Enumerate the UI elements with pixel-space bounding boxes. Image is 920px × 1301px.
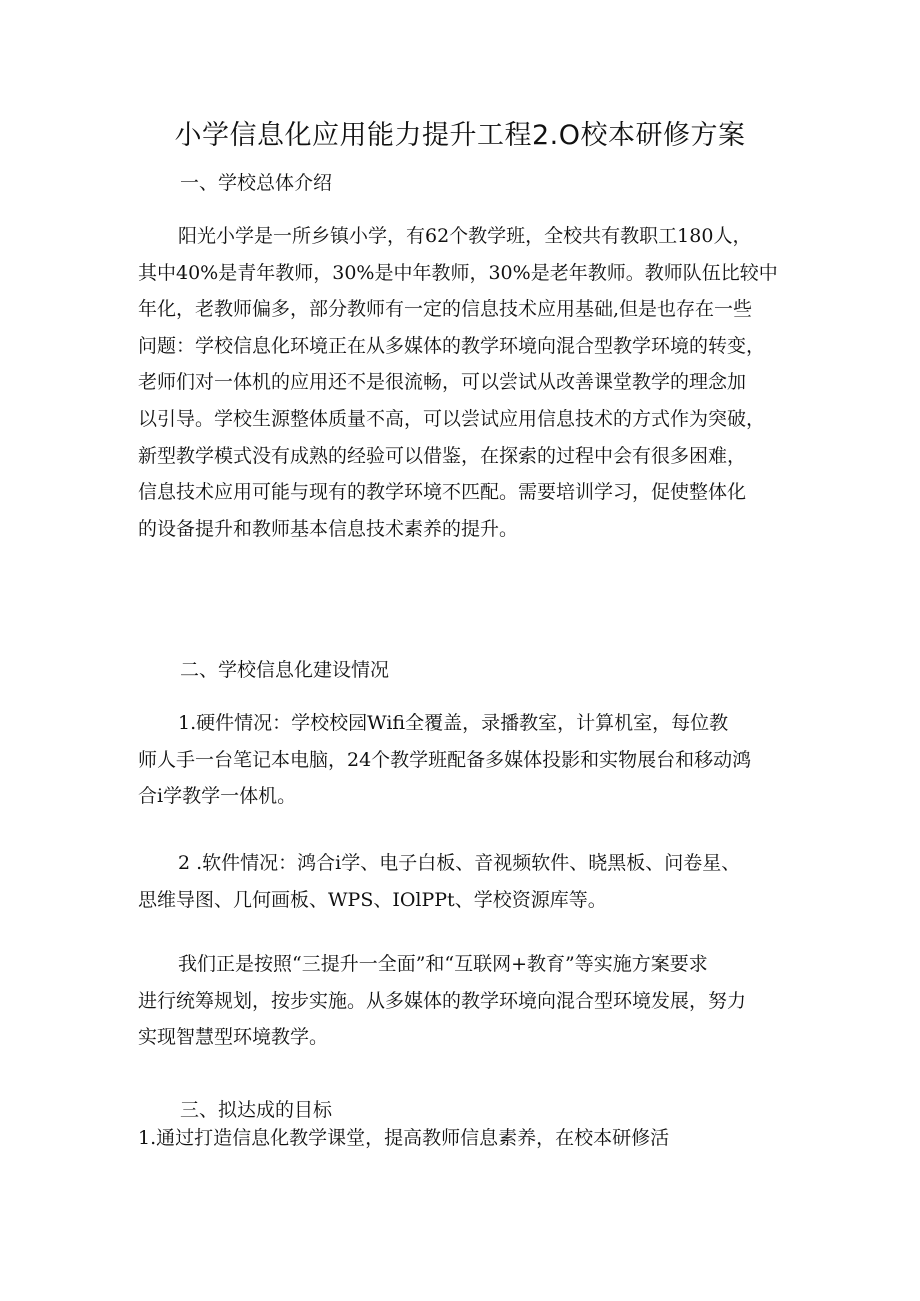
section-heading-intro: 一、学校总体介绍 xyxy=(180,172,333,194)
paragraph-line: 年化，老教师偏多，部分教师有一定的信息技术应用基础,但是也存在一些 xyxy=(138,298,753,321)
paragraph-line: 1.硬件情况：学校校园Wifi全覆盖，录播教室，计算机室，每位教 xyxy=(178,712,729,734)
paragraph-line: 信息技术应用可能与现有的教学环境不匹配。需要培训学习，促使整体化 xyxy=(138,481,747,504)
paragraph-line: 2 .软件情况：鸿合i学、电子白板、音视频软件、晓黑板、问卷星、 xyxy=(178,852,741,874)
goal-item-1: 1.通过打造信息化教学课堂，提高教师信息素养，在校本研修活 xyxy=(138,1127,670,1149)
paragraph-line: 以引导。学校生源整体质量不高，可以尝试应用信息技术的方式作为突破， xyxy=(138,407,766,430)
software-paragraph xyxy=(138,845,798,918)
hardware-paragraph xyxy=(138,705,798,815)
section-heading-goals: 三、拟达成的目标 xyxy=(180,1099,333,1121)
document-title: 小学信息化应用能力提升工程2.O校本研修方案 xyxy=(174,120,746,151)
intro-paragraph xyxy=(138,218,798,547)
paragraph-line: 问题：学校信息化环境正在从多媒体的教学环境向混合型教学环境的转变， xyxy=(138,334,766,357)
paragraph-line: 新型教学模式没有成熟的经验可以借鉴，在探索的过程中会有很多困难， xyxy=(138,444,747,467)
paragraph-line: 实现智慧型环境教学。 xyxy=(138,1026,329,1049)
paragraph-line: 思维导图、几何画板、WPS、IOlPPt、学校资源库等。 xyxy=(138,888,607,911)
paragraph-line: 的设备提升和教师基本信息技术素养的提升。 xyxy=(138,517,519,540)
paragraph-line: 阳光小学是一所乡镇小学，有62个教学班，全校共有教职工180人， xyxy=(178,225,752,247)
plan-paragraph xyxy=(138,946,798,1056)
paragraph-line: 其中40%是青年教师，30%是中年教师，30%是老年教师。教师队伍比较中 xyxy=(138,261,778,284)
paragraph-line: 师人手一台笔记本电脑，24个教学班配备多媒体投影和实物展台和移动鸿 xyxy=(138,748,752,771)
paragraph-line: 合i学教学一体机。 xyxy=(138,785,297,808)
paragraph-line: 老师们对一体机的应用还不是很流畅，可以尝试从改善课堂教学的理念加 xyxy=(138,371,747,394)
paragraph-line: 进行统筹规划，按步实施。从多媒体的教学环境向混合型环境发展，努力 xyxy=(138,989,747,1012)
section-heading-infrastructure: 二、学校信息化建设情况 xyxy=(180,659,390,681)
paragraph-line: 我们正是按照“三提升一全面”和“互联网+教育”等实施方案要求 xyxy=(178,953,708,975)
